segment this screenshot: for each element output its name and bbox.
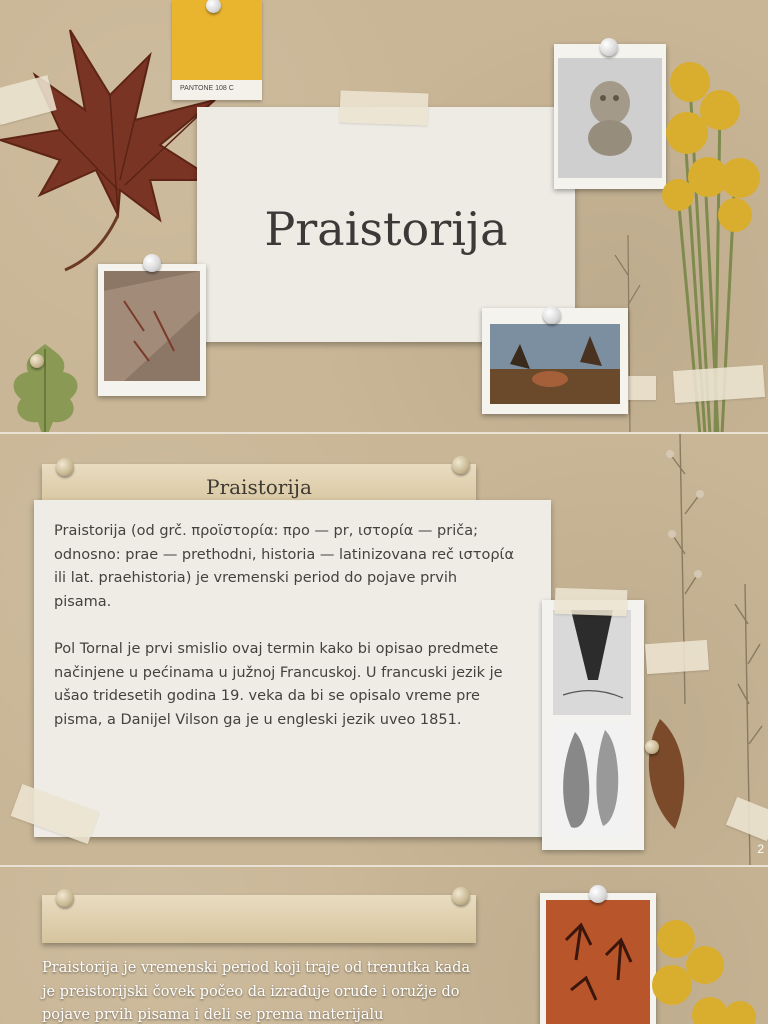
oak-leaf-decoration: [8, 344, 83, 432]
film-strip: [542, 600, 644, 850]
tape-strip: [339, 90, 428, 125]
slide-title-text: Praistorija: [264, 202, 508, 256]
rock-carving-image: [104, 271, 200, 381]
stone-tools-image: [553, 722, 631, 837]
banner-title: Praistorija: [206, 475, 312, 499]
slide-periods: [0, 867, 768, 1024]
paragraph-history: Pol Tornal je prvi smislio ovaj termin kako bi opisao predmete načinjene u pećinama u južnoj Francuskoj. U francuski jezik je ušao tridesetih godina 19. veka da bi se opisalo vreme pre pisma, a Danijel Vilson ga je u engleski jezik uveo 1851.: [54, 641, 503, 728]
push-pin: [452, 887, 470, 905]
dried-flowers-decoration: [650, 917, 768, 1024]
push-pin: [143, 254, 161, 272]
cave-painting-image: [546, 900, 650, 1024]
push-pin: [30, 354, 44, 368]
tape-strip: [645, 640, 709, 674]
slide-title: [0, 0, 768, 432]
push-pin: [56, 889, 74, 907]
swatch-label: PANTONE 108 C: [180, 85, 234, 92]
push-pin: [589, 885, 607, 903]
push-pin: [56, 458, 74, 476]
tape-strip: [555, 588, 628, 616]
photo-rock-carving: [98, 264, 206, 396]
hunting-scene-image: [490, 324, 620, 404]
periods-text: Praistorija je vremenski period koji traje od trenutka kada je preistorijski čovek počeo da izrađuje oruđe i oružje do pojave prvih pisama i deli se prema materijalu: [42, 960, 471, 1023]
pantone-swatch: [172, 0, 262, 100]
push-pin: [452, 456, 470, 474]
push-pin: [645, 740, 659, 754]
title-card: [197, 107, 575, 342]
push-pin: [543, 306, 561, 324]
page-number: 2: [757, 842, 764, 856]
content-card: [34, 500, 551, 837]
push-pin: [600, 38, 618, 56]
slide-definition: [0, 434, 768, 865]
photo-cave-painting: [540, 893, 656, 1024]
tape-strip: [673, 365, 765, 403]
photo-hunting-scene: [482, 308, 628, 414]
quill-pen-image: [553, 610, 631, 715]
section-banner: [42, 895, 476, 943]
paragraph-etymology: Praistorija (od grč. προϊστορία: προ — pr, ιστορία — priča; odnosno: prae — prethodni, historia — latinizovana reč ιστορία ili lat. praehistoria) je vremenski period do pojave prvih pisama.: [54, 523, 515, 610]
